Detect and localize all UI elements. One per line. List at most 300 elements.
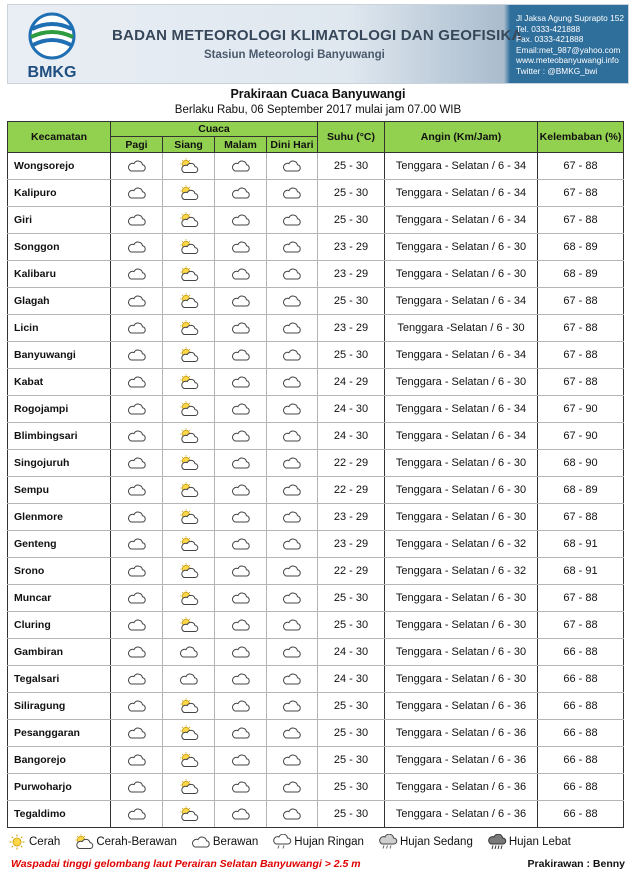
kelembaban-cell: 67 - 88 — [538, 369, 624, 396]
station-name: Stasiun Meteorologi Banyuwangi — [204, 49, 385, 61]
dini-weather-cell — [267, 720, 318, 747]
legend-item-hujan-ringan — [272, 834, 364, 850]
pagi-weather-cell — [111, 477, 163, 504]
berawan-icon — [282, 347, 302, 363]
cerah-berawan-icon — [179, 320, 199, 336]
malam-weather-cell — [215, 234, 267, 261]
suhu-cell: 24 - 30 — [318, 396, 385, 423]
berawan-icon — [282, 698, 302, 714]
angin-cell: Tenggara - Selatan / 6 - 36 — [385, 720, 538, 747]
malam-weather-cell — [215, 801, 267, 828]
kelembaban-cell: 67 - 90 — [538, 396, 624, 423]
siang-weather-cell — [163, 207, 215, 234]
kelembaban-cell: 67 - 88 — [538, 612, 624, 639]
berawan-icon — [282, 779, 302, 795]
berawan-icon — [231, 779, 251, 795]
pagi-weather-cell — [111, 801, 163, 828]
kecamatan-cell: Singojuruh — [8, 450, 111, 477]
contact-line: Twitter : @BMKG_bwi — [516, 65, 598, 76]
berawan-icon — [282, 374, 302, 390]
dini-weather-cell — [267, 153, 318, 180]
angin-cell: Tenggara - Selatan / 6 - 30 — [385, 504, 538, 531]
berawan-icon — [282, 563, 302, 579]
angin-cell: Tenggara - Selatan / 6 - 30 — [385, 234, 538, 261]
pagi-weather-cell — [111, 666, 163, 693]
dini-weather-cell — [267, 774, 318, 801]
pagi-weather-cell — [111, 396, 163, 423]
wave-warning: Waspadai tinggi gelombang laut Perairan Selatan Banyuwangi > 2.5 m — [11, 858, 361, 870]
siang-weather-cell — [163, 315, 215, 342]
cerah-berawan-icon — [74, 834, 94, 850]
malam-weather-cell — [215, 288, 267, 315]
angin-cell: Tenggara - Selatan / 6 - 36 — [385, 693, 538, 720]
dini-weather-cell — [267, 801, 318, 828]
legend-label: Cerah-Berawan — [96, 836, 177, 848]
kelembaban-cell: 68 - 89 — [538, 261, 624, 288]
pagi-weather-cell — [111, 585, 163, 612]
col-pagi: Pagi — [111, 137, 163, 153]
berawan-icon — [282, 509, 302, 525]
malam-weather-cell — [215, 504, 267, 531]
berawan-icon — [282, 725, 302, 741]
pagi-weather-cell — [111, 423, 163, 450]
cerah-berawan-icon — [179, 536, 199, 552]
berawan-icon — [282, 455, 302, 471]
col-kecamatan: Kecamatan — [8, 122, 111, 153]
malam-weather-cell — [215, 639, 267, 666]
cerah-berawan-icon — [179, 239, 199, 255]
pagi-weather-cell — [111, 639, 163, 666]
kelembaban-cell: 66 - 88 — [538, 774, 624, 801]
berawan-icon — [127, 725, 147, 741]
legend-label: Cerah — [29, 836, 61, 848]
contact-line: Tel. 0333-421888 — [516, 23, 581, 34]
berawan-icon — [282, 536, 302, 552]
pagi-weather-cell — [111, 774, 163, 801]
legend-label: Hujan Ringan — [294, 836, 364, 848]
angin-cell: Tenggara - Selatan / 6 - 36 — [385, 747, 538, 774]
suhu-cell: 25 - 30 — [318, 288, 385, 315]
siang-weather-cell — [163, 477, 215, 504]
berawan-icon — [231, 590, 251, 606]
table-row — [8, 477, 624, 504]
berawan-icon — [127, 482, 147, 498]
kelembaban-cell: 67 - 88 — [538, 342, 624, 369]
suhu-cell: 23 - 29 — [318, 261, 385, 288]
kecamatan-cell: Kalibaru — [8, 261, 111, 288]
cerah-berawan-icon — [179, 293, 199, 309]
berawan-icon — [127, 428, 147, 444]
dini-weather-cell — [267, 477, 318, 504]
table-row — [8, 666, 624, 693]
kelembaban-cell: 66 - 88 — [538, 720, 624, 747]
berawan-icon — [191, 834, 211, 850]
dini-weather-cell — [267, 504, 318, 531]
col-malam: Malam — [215, 137, 267, 153]
malam-weather-cell — [215, 693, 267, 720]
malam-weather-cell — [215, 747, 267, 774]
angin-cell: Tenggara - Selatan / 6 - 36 — [385, 774, 538, 801]
angin-cell: Tenggara - Selatan / 6 - 30 — [385, 585, 538, 612]
dini-weather-cell — [267, 315, 318, 342]
berawan-icon — [127, 779, 147, 795]
siang-weather-cell — [163, 369, 215, 396]
berawan-icon — [179, 644, 199, 660]
berawan-icon — [127, 536, 147, 552]
cerah-berawan-icon — [179, 590, 199, 606]
bmkg-logo — [12, 9, 100, 81]
table-row — [8, 369, 624, 396]
forecast-rows — [8, 153, 624, 828]
cerah-berawan-icon — [179, 779, 199, 795]
berawan-icon — [127, 617, 147, 633]
berawan-icon — [231, 806, 251, 822]
dini-weather-cell — [267, 693, 318, 720]
malam-weather-cell — [215, 207, 267, 234]
kecamatan-cell: Kabat — [8, 369, 111, 396]
berawan-icon — [282, 671, 302, 687]
pagi-weather-cell — [111, 747, 163, 774]
cerah-berawan-icon — [179, 455, 199, 471]
col-suhu: Suhu (°C) — [318, 122, 385, 153]
table-row — [8, 774, 624, 801]
validity-subtitle: Berlaku Rabu, 06 September 2017 mulai jam 07.00 WIB — [174, 104, 462, 116]
table-row — [8, 261, 624, 288]
siang-weather-cell — [163, 234, 215, 261]
berawan-icon — [231, 644, 251, 660]
siang-weather-cell — [163, 585, 215, 612]
suhu-cell: 23 - 29 — [318, 504, 385, 531]
siang-weather-cell — [163, 693, 215, 720]
malam-weather-cell — [215, 477, 267, 504]
berawan-icon — [127, 806, 147, 822]
berawan-icon — [127, 320, 147, 336]
cerah-berawan-icon — [179, 563, 199, 579]
berawan-icon — [282, 752, 302, 768]
angin-cell: Tenggara - Selatan / 6 - 34 — [385, 207, 538, 234]
dini-weather-cell — [267, 558, 318, 585]
table-row — [8, 342, 624, 369]
kelembaban-cell: 68 - 91 — [538, 531, 624, 558]
contact-info — [504, 9, 629, 81]
siang-weather-cell — [163, 774, 215, 801]
table-row — [8, 207, 624, 234]
siang-weather-cell — [163, 153, 215, 180]
cerah-berawan-icon — [179, 266, 199, 282]
header-banner — [7, 4, 629, 84]
angin-cell: Tenggara -Selatan / 6 - 30 — [385, 315, 538, 342]
berawan-icon — [231, 320, 251, 336]
malam-weather-cell — [215, 396, 267, 423]
malam-weather-cell — [215, 720, 267, 747]
pagi-weather-cell — [111, 612, 163, 639]
kecamatan-cell: Tegaldimo — [8, 801, 111, 828]
table-row — [8, 153, 624, 180]
berawan-icon — [282, 806, 302, 822]
pagi-weather-cell — [111, 369, 163, 396]
malam-weather-cell — [215, 180, 267, 207]
kecamatan-cell: Sempu — [8, 477, 111, 504]
kecamatan-cell: Genteng — [8, 531, 111, 558]
kelembaban-cell: 66 - 88 — [538, 747, 624, 774]
dini-weather-cell — [267, 180, 318, 207]
kecamatan-cell: Cluring — [8, 612, 111, 639]
berawan-icon — [282, 320, 302, 336]
cerah-icon — [7, 834, 27, 850]
siang-weather-cell — [163, 342, 215, 369]
berawan-icon — [127, 239, 147, 255]
kecamatan-cell: Licin — [8, 315, 111, 342]
berawan-icon — [282, 266, 302, 282]
malam-weather-cell — [215, 558, 267, 585]
cerah-berawan-icon — [179, 158, 199, 174]
suhu-cell: 25 - 30 — [318, 774, 385, 801]
berawan-icon — [231, 401, 251, 417]
kecamatan-cell: Bangorejo — [8, 747, 111, 774]
kecamatan-cell: Purwoharjo — [8, 774, 111, 801]
table-row — [8, 747, 624, 774]
table-row — [8, 450, 624, 477]
berawan-icon — [231, 482, 251, 498]
berawan-icon — [282, 590, 302, 606]
kelembaban-cell: 67 - 88 — [538, 288, 624, 315]
siang-weather-cell — [163, 180, 215, 207]
kecamatan-cell: Kalipuro — [8, 180, 111, 207]
berawan-icon — [231, 428, 251, 444]
berawan-icon — [282, 185, 302, 201]
siang-weather-cell — [163, 639, 215, 666]
kecamatan-cell: Pesanggaran — [8, 720, 111, 747]
table-row — [8, 531, 624, 558]
suhu-cell: 22 - 29 — [318, 558, 385, 585]
angin-cell: Tenggara - Selatan / 6 - 30 — [385, 261, 538, 288]
contact-line: Jl Jaksa Agung Suprapto 152 — [516, 13, 624, 23]
angin-cell: Tenggara - Selatan / 6 - 30 — [385, 639, 538, 666]
suhu-cell: 25 - 30 — [318, 180, 385, 207]
berawan-icon — [127, 401, 147, 417]
kecamatan-cell: Glenmore — [8, 504, 111, 531]
siang-weather-cell — [163, 720, 215, 747]
table-row — [8, 504, 624, 531]
berawan-icon — [282, 212, 302, 228]
berawan-icon — [231, 725, 251, 741]
berawan-icon — [231, 455, 251, 471]
siang-weather-cell — [163, 747, 215, 774]
cerah-berawan-icon — [179, 698, 199, 714]
kelembaban-cell: 66 - 88 — [538, 666, 624, 693]
kecamatan-cell: Rogojampi — [8, 396, 111, 423]
berawan-icon — [127, 563, 147, 579]
berawan-icon — [282, 293, 302, 309]
berawan-icon — [127, 374, 147, 390]
cerah-berawan-icon — [179, 509, 199, 525]
angin-cell: Tenggara - Selatan / 6 - 30 — [385, 612, 538, 639]
pagi-weather-cell — [111, 207, 163, 234]
siang-weather-cell — [163, 450, 215, 477]
kelembaban-cell: 68 - 89 — [538, 234, 624, 261]
suhu-cell: 25 - 30 — [318, 801, 385, 828]
berawan-icon — [282, 428, 302, 444]
angin-cell: Tenggara - Selatan / 6 - 34 — [385, 153, 538, 180]
suhu-cell: 25 - 30 — [318, 693, 385, 720]
siang-weather-cell — [163, 531, 215, 558]
dini-weather-cell — [267, 585, 318, 612]
suhu-cell: 25 - 30 — [318, 720, 385, 747]
suhu-cell: 22 - 29 — [318, 450, 385, 477]
berawan-icon — [282, 239, 302, 255]
pagi-weather-cell — [111, 558, 163, 585]
suhu-cell: 24 - 29 — [318, 369, 385, 396]
berawan-icon — [231, 158, 251, 174]
malam-weather-cell — [215, 369, 267, 396]
col-dini-hari: Dini Hari — [267, 137, 318, 153]
dini-weather-cell — [267, 531, 318, 558]
table-row — [8, 234, 624, 261]
berawan-icon — [231, 671, 251, 687]
forecaster-name: Prakirawan : Benny — [527, 858, 625, 870]
dini-weather-cell — [267, 747, 318, 774]
angin-cell: Tenggara - Selatan / 6 - 32 — [385, 558, 538, 585]
angin-cell: Tenggara - Selatan / 6 - 34 — [385, 180, 538, 207]
kecamatan-cell: Giri — [8, 207, 111, 234]
dini-weather-cell — [267, 261, 318, 288]
org-title: BADAN METEOROLOGI KLIMATOLOGI DAN GEOFISIKA — [112, 27, 523, 44]
table-row — [8, 396, 624, 423]
malam-weather-cell — [215, 315, 267, 342]
berawan-icon — [127, 671, 147, 687]
kelembaban-cell: 68 - 90 — [538, 450, 624, 477]
siang-weather-cell — [163, 558, 215, 585]
malam-weather-cell — [215, 666, 267, 693]
cerah-berawan-icon — [179, 806, 199, 822]
berawan-icon — [231, 374, 251, 390]
berawan-icon — [127, 455, 147, 471]
berawan-icon — [127, 212, 147, 228]
contact-line: Fax. 0333-421888 — [516, 34, 584, 45]
contact-line: Email:met_987@yahoo.com — [516, 44, 621, 55]
suhu-cell: 23 - 29 — [318, 315, 385, 342]
suhu-cell: 25 - 30 — [318, 747, 385, 774]
kelembaban-cell: 66 - 88 — [538, 801, 624, 828]
cerah-berawan-icon — [179, 185, 199, 201]
berawan-icon — [282, 617, 302, 633]
siang-weather-cell — [163, 261, 215, 288]
angin-cell: Tenggara - Selatan / 6 - 34 — [385, 396, 538, 423]
kecamatan-cell: Siliragung — [8, 693, 111, 720]
kelembaban-cell: 67 - 90 — [538, 423, 624, 450]
suhu-cell: 24 - 30 — [318, 639, 385, 666]
hujan-lebat-icon — [487, 834, 507, 850]
pagi-weather-cell — [111, 288, 163, 315]
suhu-cell: 23 - 29 — [318, 234, 385, 261]
berawan-icon — [127, 158, 147, 174]
berawan-icon — [231, 347, 251, 363]
table-row — [8, 801, 624, 828]
siang-weather-cell — [163, 612, 215, 639]
suhu-cell: 24 - 30 — [318, 666, 385, 693]
suhu-cell: 25 - 30 — [318, 153, 385, 180]
table-row — [8, 612, 624, 639]
berawan-icon — [127, 590, 147, 606]
berawan-icon — [282, 401, 302, 417]
siang-weather-cell — [163, 666, 215, 693]
kelembaban-cell: 67 - 88 — [538, 504, 624, 531]
angin-cell: Tenggara - Selatan / 6 - 30 — [385, 450, 538, 477]
hujan-ringan-icon — [272, 834, 292, 850]
berawan-icon — [231, 293, 251, 309]
berawan-icon — [231, 185, 251, 201]
berawan-icon — [127, 752, 147, 768]
malam-weather-cell — [215, 531, 267, 558]
cerah-berawan-icon — [179, 212, 199, 228]
pagi-weather-cell — [111, 450, 163, 477]
kelembaban-cell: 68 - 89 — [538, 477, 624, 504]
berawan-icon — [127, 347, 147, 363]
kecamatan-cell: Glagah — [8, 288, 111, 315]
suhu-cell: 22 - 29 — [318, 477, 385, 504]
berawan-icon — [231, 536, 251, 552]
suhu-cell: 25 - 30 — [318, 585, 385, 612]
dini-weather-cell — [267, 207, 318, 234]
malam-weather-cell — [215, 423, 267, 450]
dini-weather-cell — [267, 369, 318, 396]
malam-weather-cell — [215, 153, 267, 180]
table-row — [8, 639, 624, 666]
angin-cell: Tenggara - Selatan / 6 - 30 — [385, 477, 538, 504]
kecamatan-cell: Songgon — [8, 234, 111, 261]
berawan-icon — [231, 509, 251, 525]
pagi-weather-cell — [111, 720, 163, 747]
kelembaban-cell: 66 - 88 — [538, 639, 624, 666]
pagi-weather-cell — [111, 504, 163, 531]
angin-cell: Tenggara - Selatan / 6 - 34 — [385, 288, 538, 315]
dini-weather-cell — [267, 423, 318, 450]
angin-cell: Tenggara - Selatan / 6 - 30 — [385, 666, 538, 693]
suhu-cell: 25 - 30 — [318, 342, 385, 369]
berawan-icon — [231, 752, 251, 768]
table-row — [8, 693, 624, 720]
pagi-weather-cell — [111, 153, 163, 180]
col-siang: Siang — [163, 137, 215, 153]
table-row — [8, 720, 624, 747]
col-kelembaban: Kelembaban (%) — [538, 122, 624, 153]
cerah-berawan-icon — [179, 725, 199, 741]
pagi-weather-cell — [111, 261, 163, 288]
legend-item-cerah — [7, 834, 60, 850]
malam-weather-cell — [215, 612, 267, 639]
berawan-icon — [282, 158, 302, 174]
pagi-weather-cell — [111, 342, 163, 369]
dini-weather-cell — [267, 666, 318, 693]
kelembaban-cell: 66 - 88 — [538, 693, 624, 720]
berawan-icon — [231, 239, 251, 255]
berawan-icon — [231, 698, 251, 714]
cerah-berawan-icon — [179, 428, 199, 444]
hujan-sedang-icon — [378, 834, 398, 850]
dini-weather-cell — [267, 342, 318, 369]
legend-item-hujan-lebat — [487, 834, 571, 850]
page-title: Prakiraan Cuaca Banyuwangi — [230, 87, 406, 101]
legend-item-cerah-berawan — [74, 834, 177, 850]
malam-weather-cell — [215, 261, 267, 288]
logo-text: BMKG — [27, 64, 77, 81]
pagi-weather-cell — [111, 234, 163, 261]
siang-weather-cell — [163, 288, 215, 315]
siang-weather-cell — [163, 504, 215, 531]
table-row — [8, 315, 624, 342]
legend-label: Hujan Lebat — [508, 836, 571, 848]
pagi-weather-cell — [111, 693, 163, 720]
